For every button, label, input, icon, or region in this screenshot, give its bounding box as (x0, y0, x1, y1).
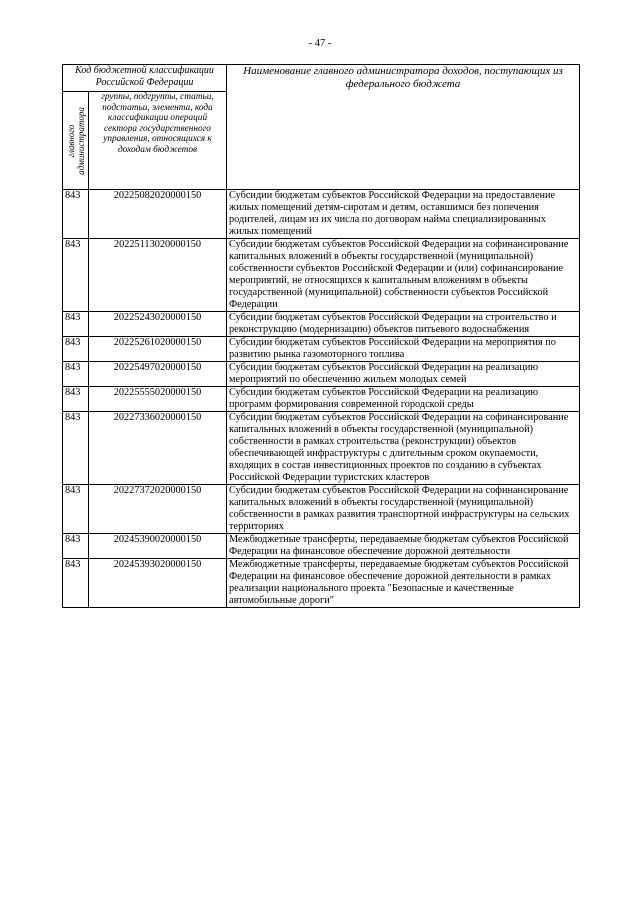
table-row (63, 534, 580, 559)
admin-code-cell: 843 (63, 239, 89, 312)
revenue-code-cell: 20227372020000150 (89, 485, 227, 534)
revenue-code-cell: 20225113020000150 (89, 239, 227, 312)
header-classification: Код бюджетной классификации Российской Федерации (63, 65, 227, 92)
admin-code-cell: 843 (63, 337, 89, 362)
revenue-code-cell: 20225555020000150 (89, 387, 227, 412)
table-body (63, 190, 580, 608)
header-admin-label: главного администратора (65, 106, 86, 175)
admin-code-cell: 843 (63, 190, 89, 239)
table-row (63, 337, 580, 362)
header-group-codes: группы, подгруппы, статьи, подстатьи, элемента, кода классификации операций сектора государственного управления, относящихся к доходам бюджетов (89, 92, 227, 190)
admin-code-cell: 843 (63, 534, 89, 559)
revenue-name-cell: Субсидии бюджетам субъектов Российской Федерации на софинансирование капитальных вложений в объекты государственной (муниципальной) собственности в рамках развития транспортной инфраструктуры на сельских территориях (227, 485, 580, 534)
revenue-code-cell: 20245393020000150 (89, 559, 227, 608)
revenue-name-cell: Межбюджетные трансферты, передаваемые бюджетам субъектов Российской Федерации на финансовое обеспечение дорожной деятельности в рамках реализации национального проекта "Безопасные и качественные автомобильные дороги" (227, 559, 580, 608)
revenue-name-cell: Субсидии бюджетам субъектов Российской Федерации на софинансирование капитальных вложений в объекты государственной (муниципальной) собственности субъектов Российской Федерации и (или) софинансирование мероприятий, не относящихся к капитальным вложениям в объекты государственной (муниципальной) собственности субъектов Российской Федерации (227, 239, 580, 312)
table-row (63, 362, 580, 387)
revenue-name-cell: Субсидии бюджетам субъектов Российской Федерации на реализацию мероприятий по обеспечению жильем молодых семей (227, 362, 580, 387)
page-number: - 47 - (308, 38, 332, 49)
table-row (63, 559, 580, 608)
revenue-name-cell: Субсидии бюджетам субъектов Российской Федерации на реализацию программ формирования современной городской среды (227, 387, 580, 412)
revenue-code-cell: 20245390020000150 (89, 534, 227, 559)
admin-code-cell: 843 (63, 387, 89, 412)
table-row (63, 239, 580, 312)
revenue-name-cell: Субсидии бюджетам субъектов Российской Федерации на мероприятия по развитию рынка газомоторного топлива (227, 337, 580, 362)
revenue-name-cell: Субсидии бюджетам субъектов Российской Федерации на софинансирование капитальных вложений в объекты государственной (муниципальной) собственности в рамках строительства (реконструкции) объектов обеспечивающей инфраструктуры с длительным сроком окупаемости, входящих в состав инвестиционных проектов по созданию в субъектах Российской Федерации туристских кластеров (227, 412, 580, 485)
revenue-code-cell: 20225497020000150 (89, 362, 227, 387)
header-admin-name: Наименование главного администратора доходов, поступающих из федерального бюджета (227, 65, 580, 190)
table-row (63, 312, 580, 337)
header-admin-cell (63, 92, 89, 190)
revenue-name-cell: Субсидии бюджетам субъектов Российской Федерации на строительство и реконструкцию (модернизацию) объектов питьевого водоснабжения (227, 312, 580, 337)
table-row (63, 387, 580, 412)
admin-code-cell: 843 (63, 362, 89, 387)
admin-code-cell: 843 (63, 312, 89, 337)
revenue-name-cell: Межбюджетные трансферты, передаваемые бюджетам субъектов Российской Федерации на финансовое обеспечение дорожной деятельности (227, 534, 580, 559)
revenue-code-cell: 20225243020000150 (89, 312, 227, 337)
table-row (63, 412, 580, 485)
revenue-name-cell: Субсидии бюджетам субъектов Российской Федерации на предоставление жилых помещений детям-сиротам и детям, оставшимся без попечения родителей, лицам из их числа по договорам найма специализированных жилых помещений (227, 190, 580, 239)
table-row (63, 485, 580, 534)
admin-code-cell: 843 (63, 412, 89, 485)
budget-classification-table (62, 64, 580, 608)
revenue-code-cell: 20225261020000150 (89, 337, 227, 362)
table-row (63, 190, 580, 239)
admin-code-cell: 843 (63, 559, 89, 608)
revenue-code-cell: 20227336020000150 (89, 412, 227, 485)
revenue-code-cell: 20225082020000150 (89, 190, 227, 239)
admin-code-cell: 843 (63, 485, 89, 534)
